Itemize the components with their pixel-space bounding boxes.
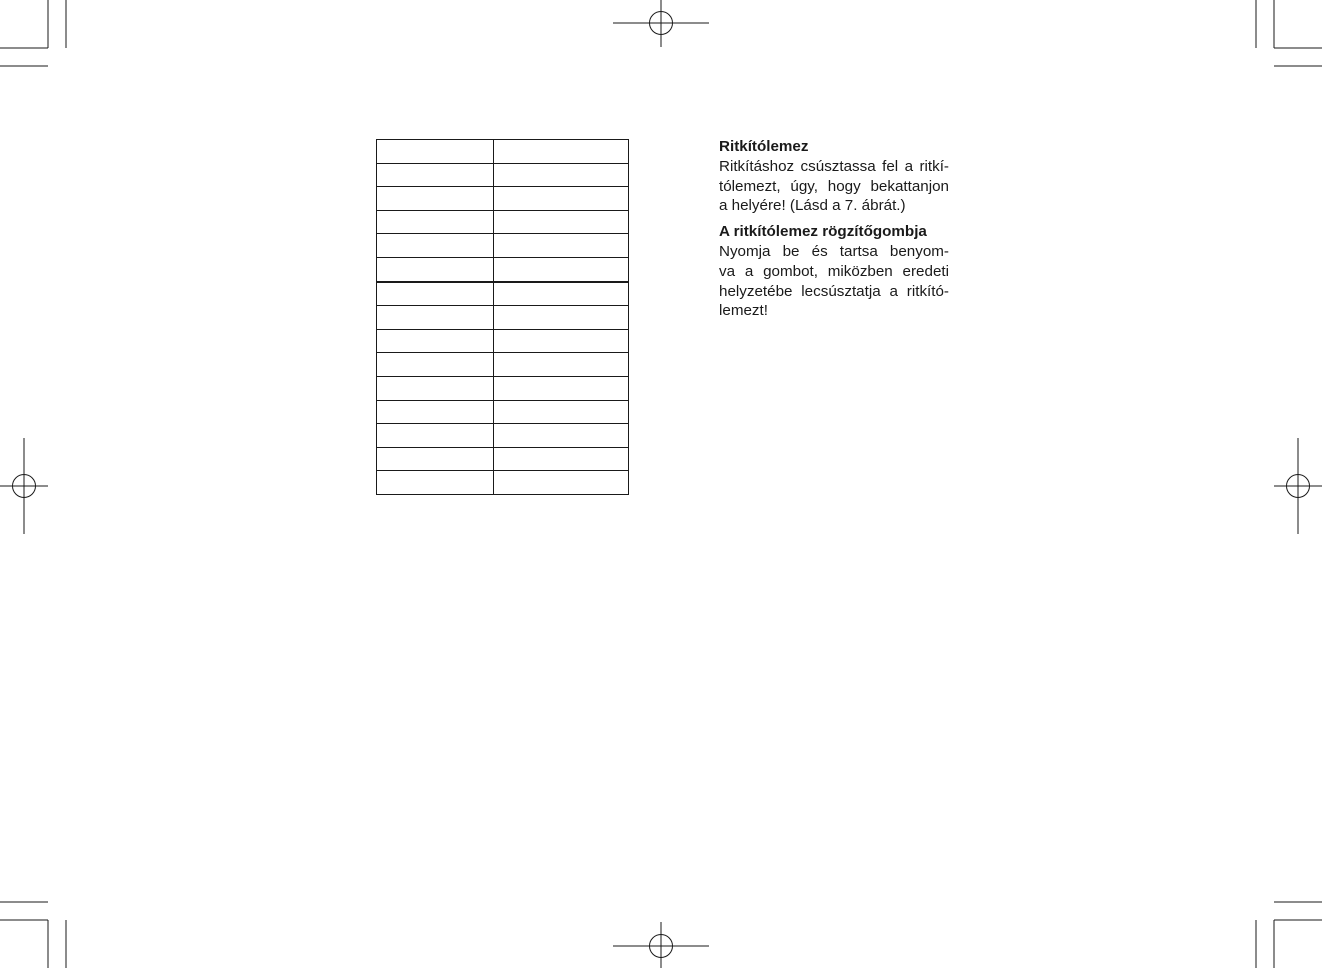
section-locking-button	[719, 222, 949, 321]
registration-target-top	[613, 0, 709, 47]
table-cell	[377, 353, 494, 377]
table-row	[377, 306, 629, 330]
crop-mark-bottom-left	[0, 902, 66, 968]
table-row	[377, 353, 629, 377]
table-cell	[494, 282, 629, 306]
table-cell	[377, 210, 494, 234]
crop-mark-top-left	[0, 0, 66, 66]
table-cell	[377, 234, 494, 258]
section-heading: Ritkítólemez	[719, 138, 809, 155]
table-cell	[377, 376, 494, 400]
table-cell	[494, 306, 629, 330]
table-cell	[494, 471, 629, 495]
table-row	[377, 234, 629, 258]
table-row	[377, 140, 629, 164]
table-cell	[494, 447, 629, 471]
table-row	[377, 187, 629, 211]
table-cell	[377, 140, 494, 164]
body-line: lemezt!	[719, 302, 768, 320]
table-cell	[377, 424, 494, 448]
body-line: Nyomja be és tartsa benyom-	[719, 242, 949, 260]
table-cell	[494, 257, 629, 281]
table-row	[377, 471, 629, 495]
table-cell	[494, 329, 629, 353]
instruction-text-block	[719, 137, 949, 327]
table-cell	[494, 400, 629, 424]
table-cell	[377, 257, 494, 281]
crop-mark-bottom-right	[1256, 902, 1322, 968]
table-cell	[494, 353, 629, 377]
section-thinning-plate	[719, 137, 949, 216]
table-cell	[494, 424, 629, 448]
body-line: Ritkításhoz csúsztassa fel a ritkí-	[719, 157, 949, 175]
table-cell	[377, 187, 494, 211]
registration-target-left	[0, 438, 48, 534]
table-row	[377, 329, 629, 353]
table-cell	[494, 234, 629, 258]
table-row	[377, 447, 629, 471]
table-cell	[494, 210, 629, 234]
section-body	[719, 242, 949, 321]
section-body	[719, 157, 949, 216]
table-cell	[494, 163, 629, 187]
table-cell	[377, 163, 494, 187]
body-line: va a gombot, miközben eredeti	[719, 262, 949, 280]
table-row	[377, 163, 629, 187]
table-cell	[377, 306, 494, 330]
table-cell	[377, 447, 494, 471]
table-row	[377, 376, 629, 400]
table-cell	[377, 471, 494, 495]
table-cell	[494, 187, 629, 211]
table-row	[377, 210, 629, 234]
table-cell	[377, 329, 494, 353]
section-heading: A ritkítólemez rögzítőgombja	[719, 223, 927, 241]
table-cell	[377, 400, 494, 424]
crop-mark-top-right	[1256, 0, 1322, 66]
registration-target-right	[1274, 438, 1322, 534]
table-cell	[377, 282, 494, 306]
table-cell	[494, 140, 629, 164]
table-row	[377, 400, 629, 424]
table-row	[377, 282, 629, 306]
table-body	[377, 140, 629, 495]
body-line: helyzetébe lecsúsztatja a ritkító-	[719, 282, 949, 300]
body-line: tólemezt, úgy, hogy bekattanjon	[719, 177, 949, 195]
table-cell	[494, 376, 629, 400]
blank-grid-table	[376, 139, 629, 495]
table-row	[377, 257, 629, 281]
body-line: a helyére! (Lásd a 7. ábrát.)	[719, 197, 906, 215]
table-row	[377, 424, 629, 448]
registration-target-bottom	[613, 922, 709, 968]
